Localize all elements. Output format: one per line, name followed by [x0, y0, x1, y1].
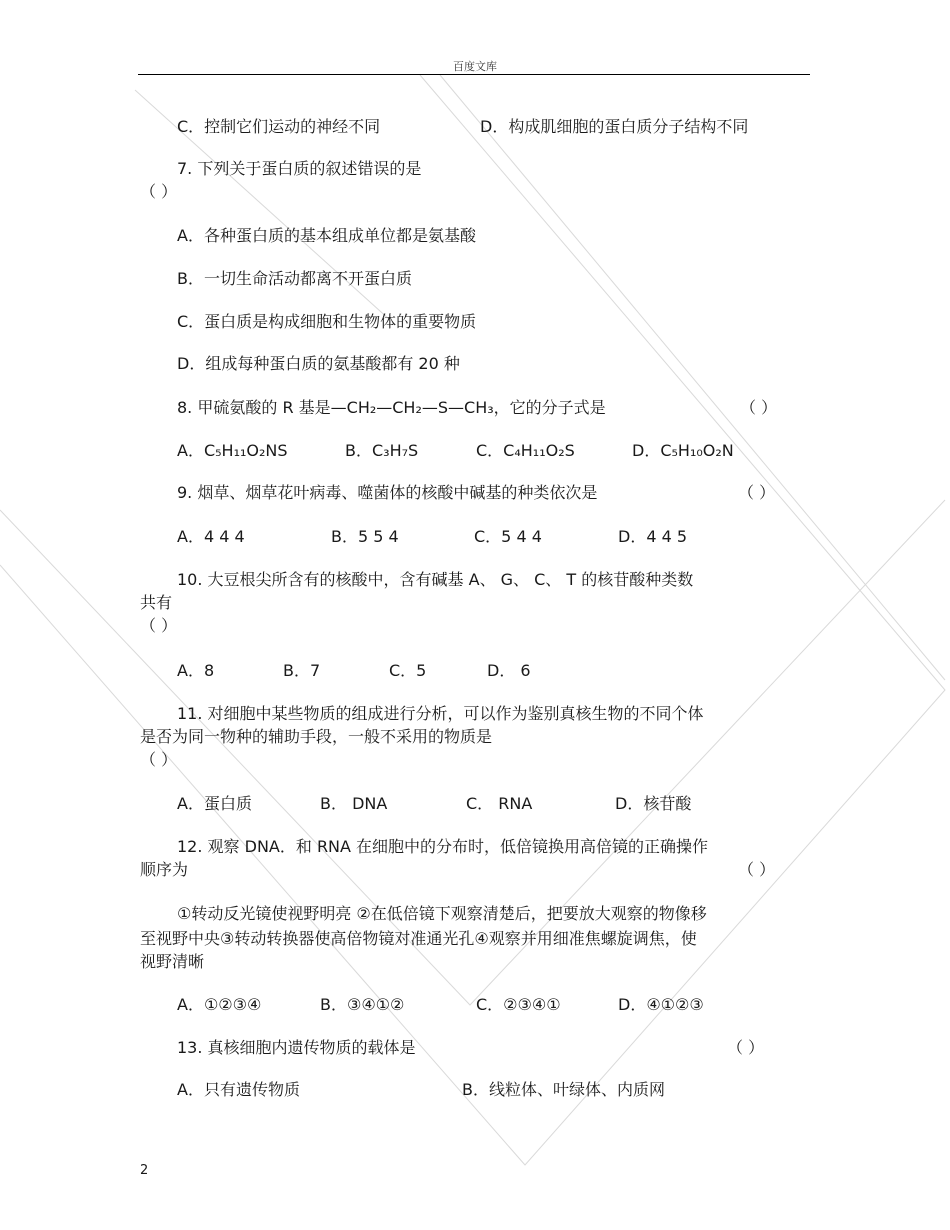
q12-option-d: D．④①②③	[618, 995, 704, 1014]
q12-option-b: B．③④①②	[320, 995, 405, 1014]
q13-stem: 13. 真核细胞内遗传物质的载体是	[177, 1038, 416, 1057]
q9-answer-paren: （ ）	[738, 483, 776, 502]
q12-option-c: C．②③④①	[476, 995, 561, 1014]
q8-option-d: D．C₅H₁₀O₂N	[632, 441, 734, 460]
q8-option-a: A．C₅H₁₁O₂NS	[177, 441, 288, 460]
q7-answer-paren: （ ）	[140, 182, 178, 201]
q8-option-b: B．C₃H₇S	[345, 441, 419, 460]
q11-answer-paren: （ ）	[140, 750, 178, 769]
q8-stem: 8. 甲硫氨酸的 R 基是—CH₂—CH₂—S—CH₃，它的分子式是	[177, 398, 606, 417]
q7-option-c: C．蛋白质是构成细胞和生物体的重要物质	[177, 312, 477, 331]
q9-option-b: B．5 5 4	[331, 527, 399, 546]
q12-option-a: A．①②③④	[177, 995, 262, 1014]
q8-answer-paren: （ ）	[740, 398, 778, 417]
q11-stem-line2: 是否为同一物种的辅助手段，一般不采用的物质是	[140, 727, 493, 746]
q7-option-d: D．组成每种蛋白质的氨基酸都有 20 种	[177, 354, 460, 373]
q10-option-a: A．8	[177, 661, 215, 680]
q6-option-c: C．控制它们运动的神经不同	[177, 117, 381, 136]
q10-stem-line2: 共有	[140, 593, 173, 612]
header-rule	[138, 74, 810, 75]
q9-option-c: C．5 4 4	[474, 527, 542, 546]
q9-option-a: A．4 4 4	[177, 527, 245, 546]
q11-option-c: C． RNA	[466, 794, 533, 813]
q9-option-d: D．4 4 5	[618, 527, 688, 546]
q8-option-c: C．C₄H₁₁O₂S	[476, 441, 575, 460]
q10-stem-line1: 10. 大豆根尖所含有的核酸中，含有碱基 A、 G、 C、 T 的核苷酸种类数	[177, 570, 694, 589]
header-title: 百度文库	[453, 60, 497, 73]
q11-option-d: D．核苷酸	[615, 794, 692, 813]
q6-option-d: D．构成肌细胞的蛋白质分子结构不同	[480, 117, 749, 136]
q11-stem-line1: 11. 对细胞中某些物质的组成进行分析，可以作为鉴别真核生物的不同个体	[177, 704, 704, 723]
q12-steps-line2: 至视野中央③转动转换器使高倍物镜对准通光孔④观察并用细准焦螺旋调焦，使	[140, 929, 697, 948]
q12-steps-line3: 视野清晰	[140, 952, 205, 971]
q12-stem-line2: 顺序为	[140, 860, 189, 879]
q13-option-b: B．线粒体、叶绿体、内质网	[462, 1080, 665, 1099]
q10-answer-paren: （ ）	[140, 616, 178, 635]
q10-option-b: B．7	[283, 661, 321, 680]
q12-stem-line1: 12. 观察 DNA．和 RNA 在细胞中的分布时，低倍镜换用高倍镜的正确操作	[177, 837, 709, 856]
q10-option-c: C．5	[389, 661, 427, 680]
q11-option-a: A．蛋白质	[177, 794, 252, 813]
q7-option-a: A．各种蛋白质的基本组成单位都是氨基酸	[177, 226, 476, 245]
q9-stem: 9. 烟草、烟草花叶病毒、噬菌体的核酸中碱基的种类依次是	[177, 483, 598, 502]
q13-option-a: A．只有遗传物质	[177, 1080, 300, 1099]
q12-steps-line1: ①转动反光镜使视野明亮 ②在低倍镜下观察清楚后，把要放大观察的物像移	[177, 904, 707, 923]
q10-option-d: D． 6	[487, 661, 531, 680]
q7-option-b: B．一切生命活动都离不开蛋白质	[177, 269, 412, 288]
q12-answer-paren: （ ）	[738, 860, 776, 879]
q13-answer-paren: （ ）	[727, 1038, 765, 1057]
q7-stem: 7. 下列关于蛋白质的叙述错误的是	[177, 159, 422, 178]
page-number: 2	[140, 1163, 149, 1178]
q11-option-b: B． DNA	[320, 794, 388, 813]
